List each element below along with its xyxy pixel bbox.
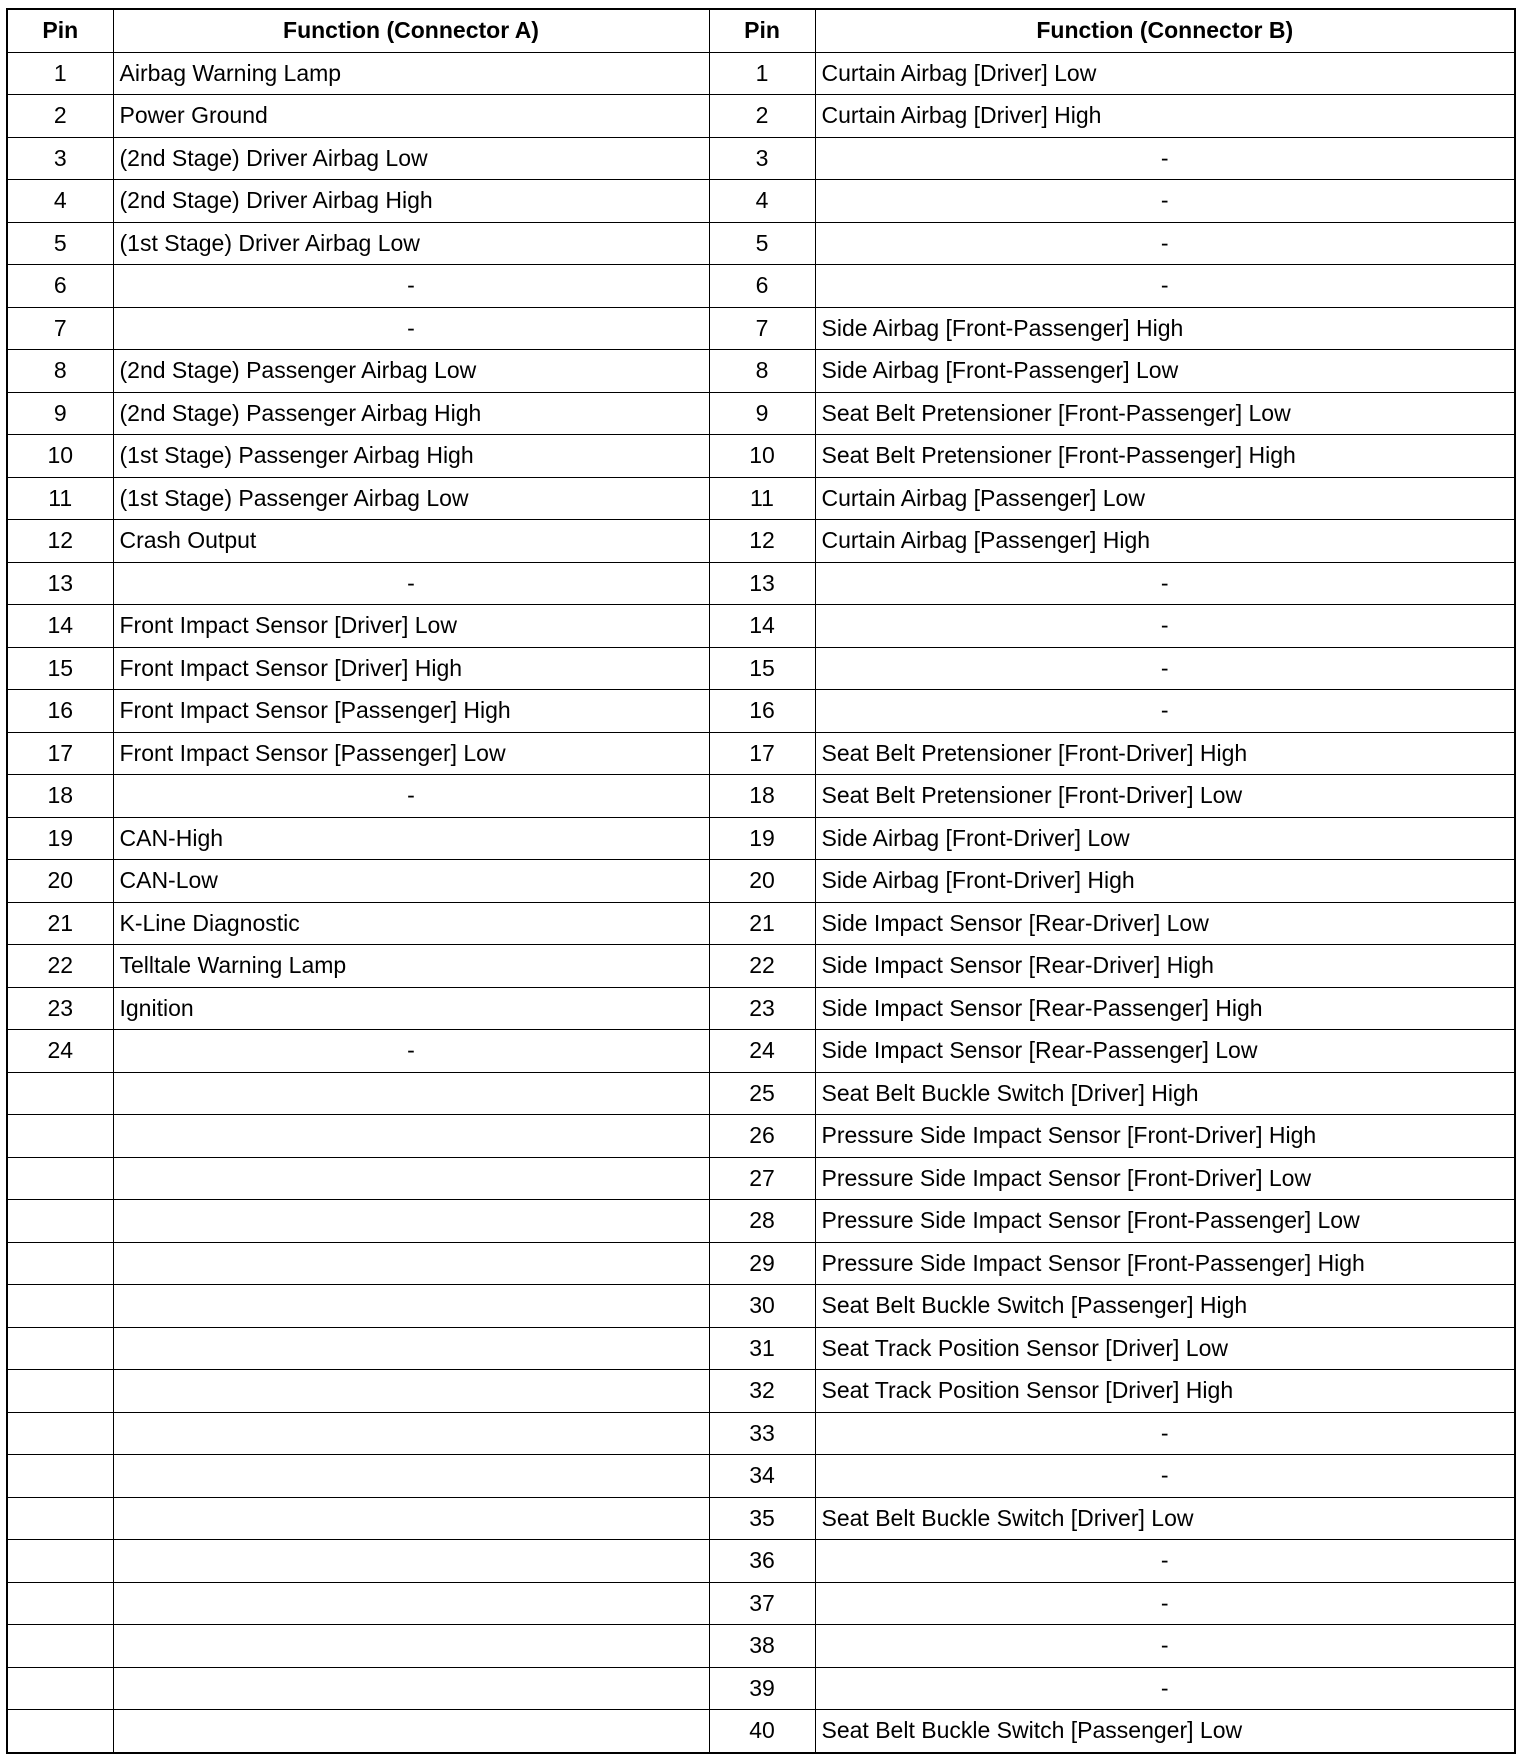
pin-a-cell: 20 — [7, 860, 113, 903]
function-a-cell: CAN-Low — [113, 860, 709, 903]
function-b-cell: - — [815, 605, 1515, 648]
function-a-cell: (2nd Stage) Driver Airbag High — [113, 180, 709, 223]
pin-b-cell: 36 — [709, 1540, 815, 1583]
function-a-cell: (1st Stage) Passenger Airbag Low — [113, 477, 709, 520]
function-b-cell: Side Airbag [Front-Driver] High — [815, 860, 1515, 903]
function-a-cell — [113, 1242, 709, 1285]
pin-b-cell: 21 — [709, 902, 815, 945]
pin-b-cell: 31 — [709, 1327, 815, 1370]
function-a-cell: Front Impact Sensor [Driver] Low — [113, 605, 709, 648]
pin-b-cell: 29 — [709, 1242, 815, 1285]
pin-a-cell — [7, 1370, 113, 1413]
pin-b-cell: 10 — [709, 435, 815, 478]
function-a-cell — [113, 1327, 709, 1370]
table-body — [7, 52, 1515, 1753]
pin-a-cell: 14 — [7, 605, 113, 648]
table-row — [7, 477, 1515, 520]
pin-a-cell: 18 — [7, 775, 113, 818]
table-row — [7, 1455, 1515, 1498]
function-a-cell: Ignition — [113, 987, 709, 1030]
pin-a-cell — [7, 1242, 113, 1285]
pin-b-cell: 39 — [709, 1667, 815, 1710]
function-b-cell: Seat Belt Buckle Switch [Driver] Low — [815, 1497, 1515, 1540]
table-row — [7, 1625, 1515, 1668]
table-row — [7, 1582, 1515, 1625]
table-row — [7, 1157, 1515, 1200]
pin-b-cell: 15 — [709, 647, 815, 690]
pin-b-cell: 37 — [709, 1582, 815, 1625]
pin-a-cell: 10 — [7, 435, 113, 478]
function-b-cell: - — [815, 1412, 1515, 1455]
pin-a-cell — [7, 1667, 113, 1710]
pin-a-cell: 15 — [7, 647, 113, 690]
pin-a-cell: 19 — [7, 817, 113, 860]
function-b-cell: Pressure Side Impact Sensor [Front-Driver] Low — [815, 1157, 1515, 1200]
table-row — [7, 647, 1515, 690]
table-row — [7, 435, 1515, 478]
pin-b-cell: 11 — [709, 477, 815, 520]
pin-b-cell: 34 — [709, 1455, 815, 1498]
pin-b-cell: 5 — [709, 222, 815, 265]
function-b-cell: Seat Belt Buckle Switch [Driver] High — [815, 1072, 1515, 1115]
function-a-cell: - — [113, 562, 709, 605]
function-a-cell: - — [113, 265, 709, 308]
function-b-cell: Curtain Airbag [Driver] Low — [815, 52, 1515, 95]
function-a-cell — [113, 1370, 709, 1413]
function-a-cell — [113, 1582, 709, 1625]
function-b-cell: Seat Belt Buckle Switch [Passenger] High — [815, 1285, 1515, 1328]
table-row — [7, 1072, 1515, 1115]
pin-a-cell: 2 — [7, 95, 113, 138]
pin-a-cell — [7, 1710, 113, 1753]
pin-b-cell: 27 — [709, 1157, 815, 1200]
function-b-cell: Side Impact Sensor [Rear-Driver] High — [815, 945, 1515, 988]
function-b-cell: - — [815, 1667, 1515, 1710]
function-a-cell: Power Ground — [113, 95, 709, 138]
function-b-cell: - — [815, 1540, 1515, 1583]
function-a-cell: Crash Output — [113, 520, 709, 563]
table-row — [7, 1200, 1515, 1243]
table-row — [7, 1115, 1515, 1158]
table-row — [7, 1497, 1515, 1540]
pin-b-cell: 30 — [709, 1285, 815, 1328]
table-row — [7, 1285, 1515, 1328]
table-row — [7, 222, 1515, 265]
table-row — [7, 1370, 1515, 1413]
function-b-cell: Side Impact Sensor [Rear-Driver] Low — [815, 902, 1515, 945]
table-row — [7, 605, 1515, 648]
pin-b-cell: 32 — [709, 1370, 815, 1413]
pin-a-cell — [7, 1327, 113, 1370]
pin-b-cell: 3 — [709, 137, 815, 180]
function-a-cell: Telltale Warning Lamp — [113, 945, 709, 988]
table-row — [7, 690, 1515, 733]
pin-b-cell: 12 — [709, 520, 815, 563]
table-row — [7, 95, 1515, 138]
pin-a-cell: 11 — [7, 477, 113, 520]
pin-a-cell — [7, 1285, 113, 1328]
pin-a-cell — [7, 1497, 113, 1540]
pin-a-cell: 1 — [7, 52, 113, 95]
pin-a-cell — [7, 1072, 113, 1115]
pin-a-cell: 17 — [7, 732, 113, 775]
table-row — [7, 350, 1515, 393]
function-a-cell: - — [113, 775, 709, 818]
table-row — [7, 945, 1515, 988]
table-row — [7, 817, 1515, 860]
function-a-cell: Front Impact Sensor [Driver] High — [113, 647, 709, 690]
table-row — [7, 860, 1515, 903]
table-row — [7, 307, 1515, 350]
table-row — [7, 987, 1515, 1030]
function-a-cell — [113, 1200, 709, 1243]
function-a-cell: (1st Stage) Passenger Airbag High — [113, 435, 709, 478]
pin-a-cell — [7, 1200, 113, 1243]
pin-b-cell: 38 — [709, 1625, 815, 1668]
pin-b-cell: 1 — [709, 52, 815, 95]
function-b-cell: - — [815, 1455, 1515, 1498]
pin-a-cell: 23 — [7, 987, 113, 1030]
function-b-cell: Seat Track Position Sensor [Driver] Low — [815, 1327, 1515, 1370]
table-row — [7, 1030, 1515, 1073]
pin-b-cell: 25 — [709, 1072, 815, 1115]
table-row — [7, 1667, 1515, 1710]
table-row — [7, 732, 1515, 775]
pin-a-cell — [7, 1625, 113, 1668]
pin-a-cell — [7, 1582, 113, 1625]
pin-b-cell: 24 — [709, 1030, 815, 1073]
function-a-cell: (2nd Stage) Driver Airbag Low — [113, 137, 709, 180]
function-b-cell: Side Airbag [Front-Passenger] High — [815, 307, 1515, 350]
pin-b-cell: 9 — [709, 392, 815, 435]
function-b-cell: - — [815, 1625, 1515, 1668]
pin-b-cell: 23 — [709, 987, 815, 1030]
function-b-cell: Seat Belt Pretensioner [Front-Driver] Low — [815, 775, 1515, 818]
table-row — [7, 562, 1515, 605]
table-row — [7, 265, 1515, 308]
function-b-cell: Curtain Airbag [Driver] High — [815, 95, 1515, 138]
function-a-cell: Airbag Warning Lamp — [113, 52, 709, 95]
function-a-cell: (1st Stage) Driver Airbag Low — [113, 222, 709, 265]
function-a-cell: - — [113, 1030, 709, 1073]
pin-b-cell: 35 — [709, 1497, 815, 1540]
pin-a-cell: 24 — [7, 1030, 113, 1073]
pin-a-cell: 4 — [7, 180, 113, 223]
pin-b-cell: 2 — [709, 95, 815, 138]
function-a-cell — [113, 1497, 709, 1540]
function-b-cell: Seat Track Position Sensor [Driver] High — [815, 1370, 1515, 1413]
function-a-cell — [113, 1285, 709, 1328]
pin-b-cell: 17 — [709, 732, 815, 775]
pin-a-cell: 9 — [7, 392, 113, 435]
function-b-cell: - — [815, 1582, 1515, 1625]
function-b-cell: - — [815, 137, 1515, 180]
table-header-row — [7, 9, 1515, 52]
pin-a-cell: 22 — [7, 945, 113, 988]
function-b-cell: Pressure Side Impact Sensor [Front-Passenger] High — [815, 1242, 1515, 1285]
pin-a-cell: 6 — [7, 265, 113, 308]
pin-a-cell: 5 — [7, 222, 113, 265]
pin-a-cell: 12 — [7, 520, 113, 563]
pin-b-cell: 19 — [709, 817, 815, 860]
function-a-cell: - — [113, 307, 709, 350]
pin-b-cell: 33 — [709, 1412, 815, 1455]
function-b-cell: - — [815, 265, 1515, 308]
function-b-cell: - — [815, 647, 1515, 690]
function-b-cell: - — [815, 690, 1515, 733]
function-a-cell: Front Impact Sensor [Passenger] High — [113, 690, 709, 733]
table-row — [7, 902, 1515, 945]
pin-b-cell: 16 — [709, 690, 815, 733]
function-b-cell: Pressure Side Impact Sensor [Front-Passenger] Low — [815, 1200, 1515, 1243]
table-row — [7, 180, 1515, 223]
function-a-cell — [113, 1667, 709, 1710]
table-row — [7, 1710, 1515, 1753]
function-a-cell: Front Impact Sensor [Passenger] Low — [113, 732, 709, 775]
function-a-cell: CAN-High — [113, 817, 709, 860]
table-row — [7, 392, 1515, 435]
pin-a-cell: 7 — [7, 307, 113, 350]
function-b-cell: - — [815, 222, 1515, 265]
pin-b-cell: 20 — [709, 860, 815, 903]
function-b-cell: Side Airbag [Front-Driver] Low — [815, 817, 1515, 860]
header-function-a: Function (Connector A) — [113, 9, 709, 52]
connector-pin-table — [6, 8, 1516, 1754]
table-row — [7, 1327, 1515, 1370]
function-b-cell: Curtain Airbag [Passenger] Low — [815, 477, 1515, 520]
function-b-cell: Side Impact Sensor [Rear-Passenger] High — [815, 987, 1515, 1030]
pin-b-cell: 18 — [709, 775, 815, 818]
function-b-cell: Seat Belt Pretensioner [Front-Passenger] High — [815, 435, 1515, 478]
pin-b-cell: 4 — [709, 180, 815, 223]
function-a-cell — [113, 1412, 709, 1455]
pin-b-cell: 28 — [709, 1200, 815, 1243]
header-pin-b: Pin — [709, 9, 815, 52]
table-row — [7, 520, 1515, 563]
pin-a-cell: 13 — [7, 562, 113, 605]
pin-b-cell: 14 — [709, 605, 815, 648]
header-function-b: Function (Connector B) — [815, 9, 1515, 52]
function-a-cell: (2nd Stage) Passenger Airbag Low — [113, 350, 709, 393]
function-a-cell — [113, 1540, 709, 1583]
function-a-cell — [113, 1157, 709, 1200]
function-a-cell — [113, 1115, 709, 1158]
function-b-cell: Pressure Side Impact Sensor [Front-Driver] High — [815, 1115, 1515, 1158]
function-a-cell — [113, 1072, 709, 1115]
pin-b-cell: 8 — [709, 350, 815, 393]
table-row — [7, 137, 1515, 180]
pin-b-cell: 6 — [709, 265, 815, 308]
pin-a-cell: 3 — [7, 137, 113, 180]
pin-b-cell: 26 — [709, 1115, 815, 1158]
pin-a-cell — [7, 1540, 113, 1583]
function-b-cell: Seat Belt Buckle Switch [Passenger] Low — [815, 1710, 1515, 1753]
header-pin-a: Pin — [7, 9, 113, 52]
pin-b-cell: 13 — [709, 562, 815, 605]
function-a-cell: (2nd Stage) Passenger Airbag High — [113, 392, 709, 435]
pin-a-cell — [7, 1455, 113, 1498]
table-row — [7, 52, 1515, 95]
pin-b-cell: 40 — [709, 1710, 815, 1753]
function-a-cell — [113, 1710, 709, 1753]
function-a-cell — [113, 1455, 709, 1498]
pin-a-cell — [7, 1157, 113, 1200]
function-a-cell — [113, 1625, 709, 1668]
pin-a-cell: 16 — [7, 690, 113, 733]
function-b-cell: - — [815, 562, 1515, 605]
pin-b-cell: 7 — [709, 307, 815, 350]
table-row — [7, 775, 1515, 818]
function-b-cell: - — [815, 180, 1515, 223]
function-b-cell: Side Airbag [Front-Passenger] Low — [815, 350, 1515, 393]
pin-a-cell — [7, 1115, 113, 1158]
table-row — [7, 1540, 1515, 1583]
function-b-cell: Curtain Airbag [Passenger] High — [815, 520, 1515, 563]
pin-a-cell — [7, 1412, 113, 1455]
pin-b-cell: 22 — [709, 945, 815, 988]
function-a-cell: K-Line Diagnostic — [113, 902, 709, 945]
table-row — [7, 1242, 1515, 1285]
pin-a-cell: 21 — [7, 902, 113, 945]
function-b-cell: Seat Belt Pretensioner [Front-Passenger] Low — [815, 392, 1515, 435]
pin-a-cell: 8 — [7, 350, 113, 393]
function-b-cell: Seat Belt Pretensioner [Front-Driver] High — [815, 732, 1515, 775]
function-b-cell: Side Impact Sensor [Rear-Passenger] Low — [815, 1030, 1515, 1073]
table-row — [7, 1412, 1515, 1455]
